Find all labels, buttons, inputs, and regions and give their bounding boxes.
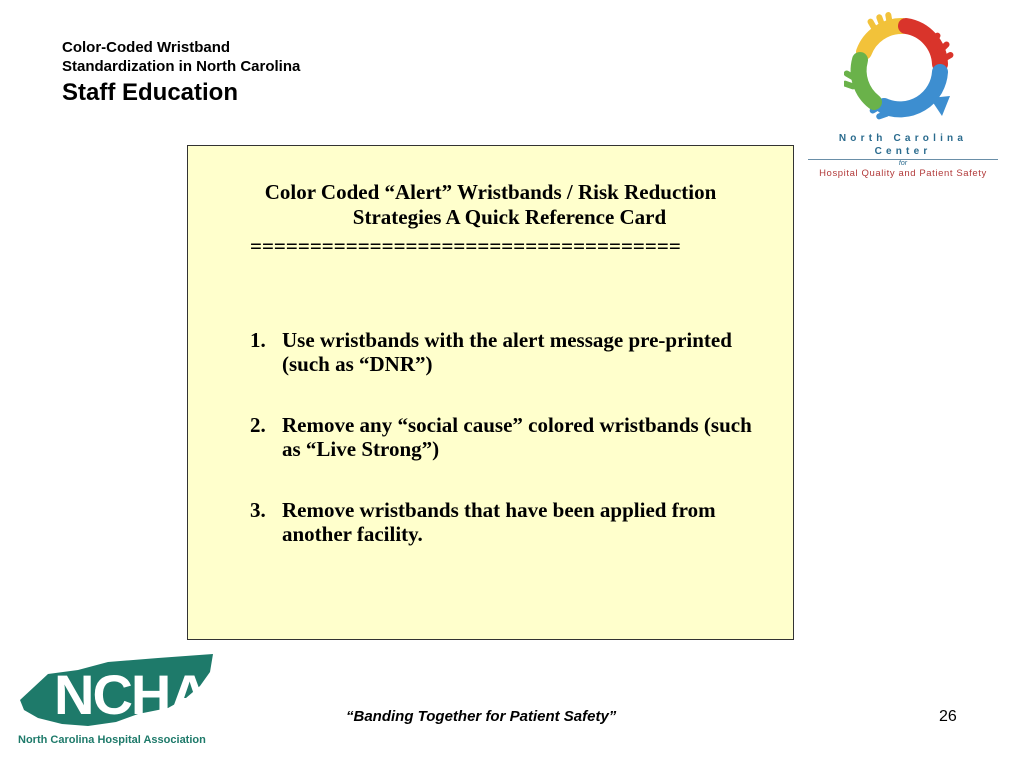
center-name-line-2: Hospital Quality and Patient Safety: [819, 168, 987, 179]
list-item-number: 3.: [250, 498, 266, 522]
list-item-number: 1.: [250, 328, 266, 352]
page-number: 26: [939, 708, 957, 725]
list-item-text: Remove any “social cause” colored wristbands (such as “Live Strong”): [282, 413, 752, 461]
page-title: Staff Education: [62, 79, 239, 106]
ncha-logo-letters: NCHA: [54, 663, 208, 726]
list-item: [250, 413, 770, 461]
reference-card: [187, 145, 794, 640]
card-list: [250, 328, 770, 583]
list-item: [250, 328, 770, 376]
hands-ring-logo-icon: [844, 12, 956, 124]
center-name-for: for: [898, 160, 908, 167]
header-line-1: Color-Coded Wristband: [62, 39, 231, 56]
card-title-line-1: Color Coded “Alert” Wristbands / Risk Reduction: [264, 180, 717, 204]
center-name-line-1: North Carolina Center: [838, 133, 968, 157]
header-line-2: Standardization in North Carolina: [62, 58, 301, 75]
footer-slogan: “Banding Together for Patient Safety”: [346, 708, 617, 725]
card-title-line-2: Strategies A Quick Reference Card: [352, 205, 667, 229]
slide-header: [62, 38, 300, 108]
ncha-caption: North Carolina Hospital Association: [18, 734, 206, 746]
list-item-number: 2.: [250, 413, 266, 437]
list-item: [250, 498, 770, 546]
list-item-text: Use wristbands with the alert message pre-printed (such as “DNR”): [282, 328, 732, 376]
center-name-divider: [808, 159, 998, 160]
list-item-text: Remove wristbands that have been applied from another facility.: [282, 498, 716, 546]
card-title: [188, 180, 793, 230]
card-divider: ====================================: [250, 234, 681, 258]
center-name-logo: [808, 132, 998, 179]
